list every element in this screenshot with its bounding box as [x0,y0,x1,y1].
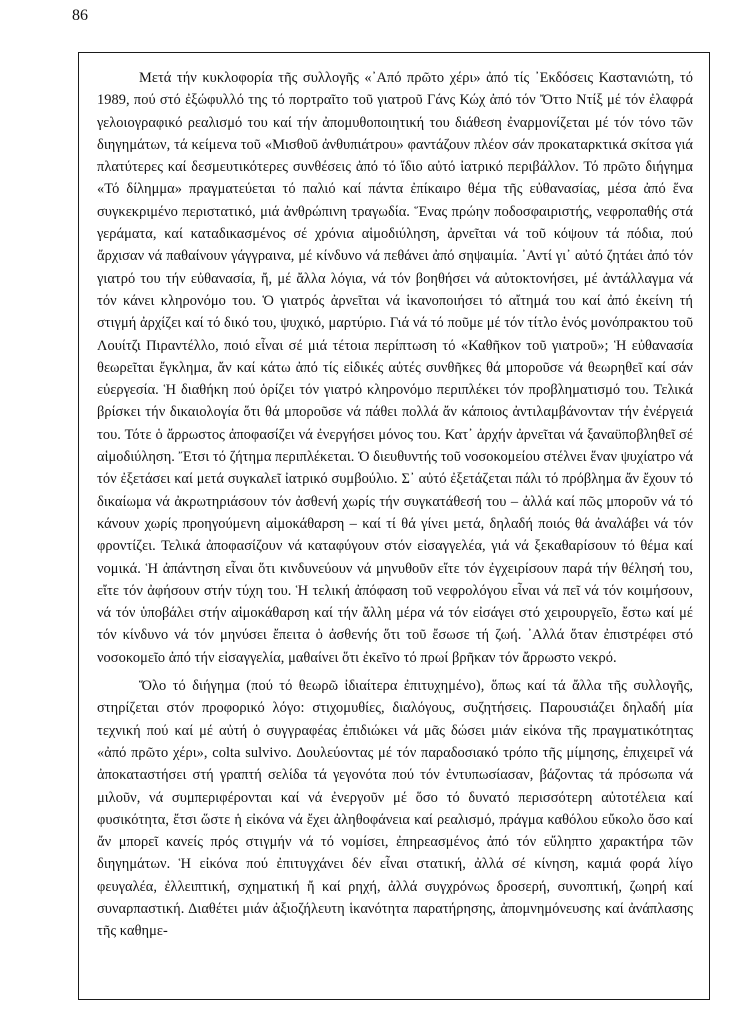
page-number: 86 [72,7,88,24]
paragraph-1: Μετά τήν κυκλοφορία τῆς συλλογῆς «᾿Από πρῶτο χέρι» ἀπό τίς ᾿Εκδόσεις Καστανιώτη, τό 1989, πού στό ἐξώφυλλό της τό πορτραῖτο τοῦ γιατροῦ Γάνς Κώχ ἀπό τόν Ὄττο Ντίξ μέ τόν ἐλαφρά γελοιογραφικό ρεαλισμό του καί τήν ἀπομυθοποιητική του διάθεση ἐναρμονίζεται μέ τόν τόνο τῶν διηγημάτων, τά κείμενα τοῦ «Μισθοῦ ἀνθυπιάτρου» φαντάζουν πλέον σάν προκαταρκτικά σκίτσα γιά πλατύτερες καί δεσμευτικότερες συνθέσεις ἀπό τό ἴδιο αὐτό ἰατρικό περιβάλλον. Τό πρῶτο διήγημα «Τό δίλημμα» πραγματεύεται τό παλιό καί πάντα ἐπίκαιρο θέμα τῆς εὐθανασίας, μέσα ἀπό ἕνα συγκεκριμένο περιστατικό, μιά ἀνθρώπινη τραγωδία. Ἕνας πρώην ποδοσφαιριστής, νεφροπαθής στά γεράματα, καί καταδικασμένος σέ χρόνια αἱμοδιύληση, ἀρνεῖται νά τοῦ κόψουν τά πόδια, πού ἄρχισαν νά παθαίνουν γάγγραινα, μέ κίνδυνο νά πεθάνει ἀπό σηψαιμία. ᾿Αντί γι᾿ αὐτό ζητάει ἀπό τόν γιατρό του τήν εὐθανασία, ἤ, μέ ἄλλα λόγια, νά τόν βοηθήσει νά αὐτοκτονήσει, μέ ἀντάλλαγμα νά τόν κάνει κληρονόμο του. Ὁ γιατρός ἀρνεῖται νά ἱκανοποιήσει τό αἴτημά του καί ἀπό ἐκείνη τή στιγμή ἀρχίζει καί τό δικό του, ψυχικό, μαρτύριο. Γιά νά τό ποῦμε μέ τόν τίτλο ἑνός μονόπρακτου τοῦ Λουίτζι Πιραντέλλο, ποιό εἶναι σέ μιά τέτοια περίπτωση τό «Καθῆκον τοῦ γιατροῦ»; Ἡ εὐθανασία θεωρεῖται ἔγκλημα, ἄν καί κάτω ἀπό τίς εἰδικές αὐτές συνθῆκες θά μποροῦσε νά θεωρηθεῖ καί σάν εὐεργεσία. Ἡ διαθήκη πού ὁρίζει τόν γιατρό κληρονόμο περιπλέκει τόν προβληματισμό του. Τελικά βρίσκει τήν δικαιολογία ὅτι θά μποροῦσε νά πάθει πολλά ἄν κάποιος ἀντιλαμβάνονταν τήν ἐνέργειά του. Τότε ὁ ἄρρωστος ἀποφασίζει νά ἐνεργήσει μόνος του. Κατ᾿ ἀρχήν ἀρνεῖται νά ξαναϋποβληθεῖ σέ αἱμοδιύληση. Ἔτσι τό ζήτημα περιπλέκεται. Ὁ διευθυντής τοῦ νοσοκομείου στέλνει ἕναν ψυχίατρο νά τόν ἐξετάσει καί μετά συγκαλεῖ ἰατρικό συμβούλιο. Σ᾿ αὐτό ἐξετάζεται πάλι τό πρόβλημα ἄν ἔχουν τό δικαίωμα νά ἀκρωτηριάσουν τόν ἀσθενή χωρίς τήν συγκατάθεσή του – ἀλλά καί πῶς μποροῦν νά τό κάνουν χωρίς προηγούμενη αἱμοκάθαρση – καί τί θά γίνει μετά, δηλαδή ποιός θά ἀναλάβει νά τόν φροντίζει. Τελικά ἀποφασίζουν νά καταφύγουν στόν εἰσαγγελέα, γιά νά ξεκαθαρίσουν τό θέμα καί νομικά. Ἡ ἀπάντηση εἶναι ὅτι κινδυνεύουν νά μηνυθοῦν εἴτε τόν ἐγχειρίσουν παρά τήν θέλησή του, εἴτε τόν ἀφήσουν στήν τύχη του. Ἡ τελική ἀπόφαση τοῦ νεφρολόγου εἶναι νά πεῖ νά τόν κοιμήσουν, νά τόν ὑποβάλει στήν αἱμοκάθαρση καί τήν ἄλλη μέρα νά τόν εἰσάγει στό χειρουργεῖο, ἔστω καί μέ τόν κίνδυνο νά τόν μηνύσει ἔπειτα ὁ ἀσθενής ὅτι τοῦ ἔσωσε τή ζωή. ᾿Αλλά ὅταν ἐπιστρέφει στό νοσοκομεῖο ἀπό τήν εἰσαγγελία, μαθαίνει ὅτι ἐκεῖνο τό πρωί βρῆκαν τόν ἄρρωστο νεκρό. [97,70,693,666]
paragraph-2: Ὅλο τό διήγημα (πού τό θεωρῶ ἰδιαίτερα ἐπιτυχημένο), ὅπως καί τά ἄλλα τῆς συλλογῆς, στηρίζεται στόν προφορικό λόγο: στιχομυθίες, διαλόγους, συζητήσεις. Παρουσιάζει δηλαδή μία τεχνική πού καί μέ αὐτή ὁ συγγραφέας ἐπιδιώκει νά μᾶς δώσει μιάν εἰκόνα τῆς πραγματικότητας «ἀπό πρῶτο χέρι», colta sulvivo. Δουλεύοντας μέ τόν παραδοσιακό τρόπο τῆς μίμησης, ἐπιχειρεῖ νά ἀποκαταστήσει στή γραπτή σελίδα τά γεγονότα πού τόν ἐντυπωσίασαν, βάζοντας τά πρόσωπα νά μιλοῦν, νά συμπεριφέρονται καί νά ἐνεργοῦν μέ ὅσο τό δυνατό περισσότερη αὐτοτέλεια καί φυσικότητα, ἔτσι ὥστε ἡ εἰκόνα νά ἔχει ἀληθοφάνεια καί ρεαλισμό, πράγμα καθόλου εὔκολο ὅσο καί ἄν μπορεῖ κανείς πρός στιγμήν νά τό νομίσει, ἐπηρεασμένος ἀπό τόν εὔληπτο χαρακτήρα τῶν διηγημάτων. Ἡ εἰκόνα πού ἐπιτυγχάνει δέν εἶναι στατική, ἀλλά σέ κίνηση, καμιά φορά λίγο φευγαλέα, ἐλλειπτική, σχηματική ἤ καί ρηχή, ἀλλά συγχρόνως δροσερή, συνοπτική, ζωηρή καί συναρπαστική. Διαθέτει μιάν ἀξιοζήλευτη ἱκανότητα παρατήρησης, ἀπομνημόνευσης καί ἀνάπλασης τῆς καθημε- [97,678,693,940]
text-frame [78,52,710,1000]
